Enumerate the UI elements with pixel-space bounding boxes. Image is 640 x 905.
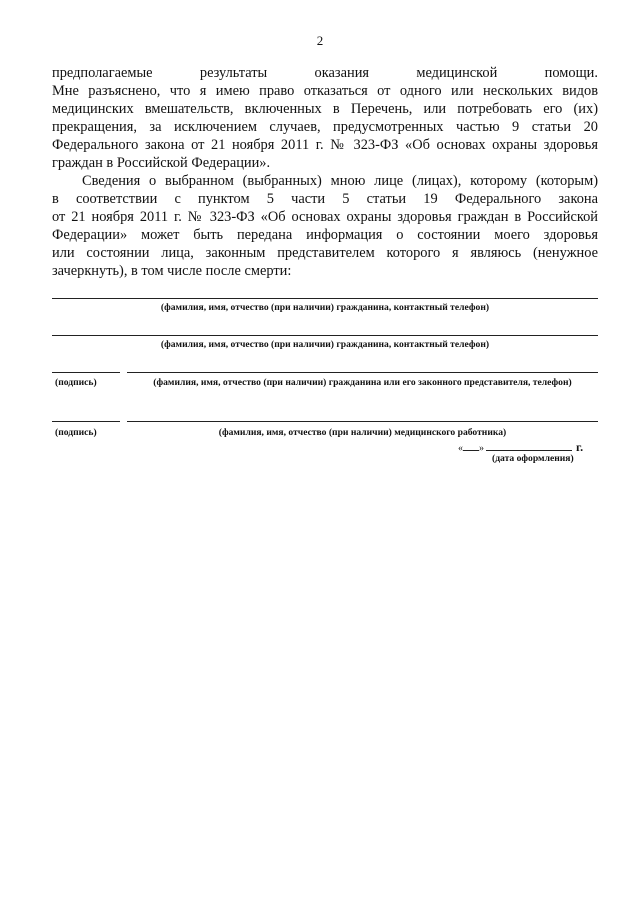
text-line: прекращения, за исключением случаев, предусмотренных частью 9 статьи 20	[52, 119, 598, 135]
medic-caption: (фамилия, имя, отчество (при наличии) медицинского работника)	[218, 427, 507, 438]
text-line: предполагаемые результаты оказания медицинской помощи.	[52, 65, 598, 81]
text-line: зачеркнуть), в том числе после смерти:	[52, 263, 292, 279]
person2-fill-line[interactable]	[52, 335, 598, 336]
text-line: Федерации» может быть передана информация о состоянии моего здоровья	[52, 227, 598, 243]
date-open-quote: «	[458, 443, 463, 454]
date-close-quote: »	[479, 443, 484, 454]
paragraph-trusted-persons	[52, 172, 598, 280]
date-year-suffix: г.	[576, 440, 584, 454]
text-line: граждан в Российской Федерации».	[52, 155, 271, 171]
text-line: или состоянии лица, законным представителем которого я являюсь (ненужное	[52, 245, 598, 261]
page-number: 2	[316, 33, 324, 48]
date-caption: (дата оформления)	[492, 453, 574, 464]
medic-name-line[interactable]	[127, 421, 598, 422]
text-line: от 21 ноября 2011 г. № 323-ФЗ «Об основах охраны здоровья граждан в Российской	[52, 209, 598, 225]
text-line: Мне разъяснено, что я имею право отказаться от одного или нескольких видов	[52, 83, 598, 99]
text-line: Сведения о выбранном (выбранных) мною лице (лицах), которому (которым)	[82, 173, 598, 189]
citizen-signature-line[interactable]	[52, 372, 120, 373]
citizen-name-line[interactable]	[127, 372, 598, 373]
paragraph-explanation	[52, 64, 598, 172]
person1-fill-line[interactable]	[52, 298, 598, 299]
text-line: медицинских вмешательств, включенных в Перечень, или потребовать его (их)	[52, 101, 598, 117]
text-line: Федерального закона от 21 ноября 2011 г. № 323-ФЗ «Об основах охраны здоровья	[52, 137, 598, 153]
person1-caption: (фамилия, имя, отчество (при наличии) гражданина, контактный телефон)	[160, 302, 490, 313]
text-line: в соответствии с пунктом 5 части 5 статьи 19 Федерального закона	[52, 191, 598, 207]
citizen-caption: (фамилия, имя, отчество (при наличии) гражданина или его законного представителя, телефон)	[153, 377, 572, 388]
citizen-signature-label: (подпись)	[55, 377, 97, 388]
medic-signature-line[interactable]	[52, 421, 120, 422]
person2-caption: (фамилия, имя, отчество (при наличии) гражданина, контактный телефон)	[160, 339, 490, 350]
date-day-blank[interactable]	[463, 440, 479, 451]
date-month-blank[interactable]	[486, 440, 572, 451]
medic-signature-label: (подпись)	[55, 427, 97, 438]
